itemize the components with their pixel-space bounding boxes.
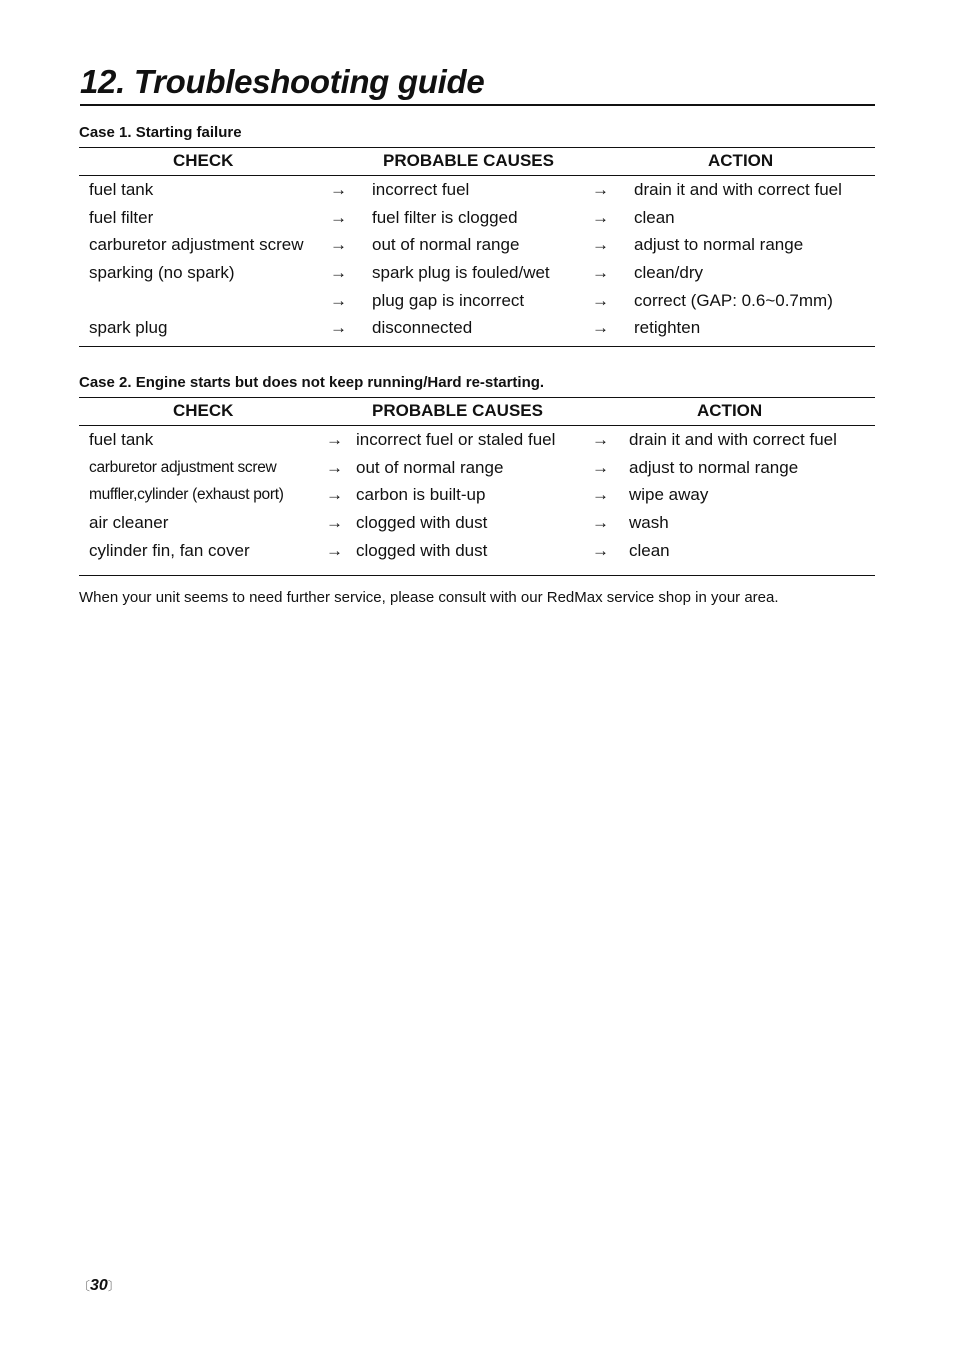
arrow-icon: → <box>326 540 343 560</box>
check-cell: fuel tank <box>89 430 154 449</box>
arrow-icon: → <box>330 290 347 310</box>
causes-header: PROBABLE CAUSES <box>372 401 543 420</box>
table-row <box>79 176 875 204</box>
table-row <box>79 426 875 454</box>
arrow-icon: → <box>326 430 343 449</box>
check-cell: carburetor adjustment screw <box>89 458 277 476</box>
arrow-icon: → <box>326 485 343 505</box>
action-cell: adjust to normal range <box>629 457 799 477</box>
case2-heading: Case 2. Engine starts but does not keep running/Hard re-starting. <box>79 374 545 391</box>
case1-header-row <box>79 147 875 176</box>
table-row <box>79 204 875 232</box>
arrow-icon: → <box>592 513 609 533</box>
arrow-icon: → <box>330 318 347 338</box>
case1-heading: Case 1. Starting failure <box>79 124 242 141</box>
page-title: 12. Troubleshooting guide <box>80 62 875 106</box>
cause-cell: incorrect fuel or staled fuel <box>356 430 556 449</box>
arrow-icon: → <box>330 207 347 227</box>
action-cell: adjust to normal range <box>634 235 804 255</box>
table-row <box>79 481 875 509</box>
check-cell: muffler,cylinder (exhaust port) <box>89 486 284 504</box>
action-cell: wash <box>629 513 669 533</box>
arrow-icon: → <box>592 540 609 560</box>
check-cell: air cleaner <box>89 513 169 533</box>
check-cell: spark plug <box>89 318 168 338</box>
cause-cell: carbon is built-up <box>356 485 486 505</box>
case1-table <box>79 147 875 347</box>
action-cell: clean <box>634 207 675 227</box>
causes-header: PROBABLE CAUSES <box>383 151 554 170</box>
right-bracket: 〕 <box>107 1279 120 1293</box>
check-cell: sparking (no spark) <box>89 263 235 283</box>
action-cell: correct (GAP: 0.6~0.7mm) <box>634 290 833 310</box>
arrow-icon: → <box>592 263 609 283</box>
cause-cell: out of normal range <box>372 235 520 255</box>
arrow-icon: → <box>592 207 609 227</box>
arrow-icon: → <box>330 180 347 199</box>
check-cell: fuel filter <box>89 207 154 227</box>
cause-cell: clogged with dust <box>356 540 488 560</box>
cause-cell: out of normal range <box>356 457 504 477</box>
arrow-icon: → <box>326 513 343 533</box>
cause-cell: incorrect fuel <box>372 180 470 199</box>
arrow-icon: → <box>592 485 609 505</box>
cause-cell: fuel filter is clogged <box>372 207 518 227</box>
arrow-icon: → <box>592 430 609 449</box>
action-header: ACTION <box>708 151 774 170</box>
arrow-icon: → <box>592 457 609 477</box>
check-header: CHECK <box>173 401 234 420</box>
page-number <box>78 1277 120 1295</box>
action-cell: retighten <box>634 318 701 338</box>
case2-header-row <box>79 397 875 426</box>
arrow-icon: → <box>592 318 609 338</box>
service-note: When your unit seems to need further service, please consult with our RedMax service shop in your area. <box>79 589 779 606</box>
table-row <box>79 314 875 342</box>
action-cell: drain it and with correct fuel <box>629 430 837 449</box>
action-header: ACTION <box>697 401 763 420</box>
action-cell: drain it and with correct fuel <box>634 180 842 199</box>
arrow-icon: → <box>592 180 609 199</box>
case2-body <box>79 426 875 576</box>
page-number-value: 30 <box>90 1277 108 1294</box>
table-row <box>79 537 875 565</box>
cause-cell: plug gap is incorrect <box>372 290 525 310</box>
check-cell: cylinder fin, fan cover <box>89 540 250 560</box>
cause-cell: clogged with dust <box>356 513 488 533</box>
arrow-icon: → <box>330 235 347 255</box>
case1-body <box>79 176 875 347</box>
check-cell: fuel tank <box>89 180 154 199</box>
check-cell: carburetor adjustment screw <box>89 235 304 255</box>
cause-cell: spark plug is fouled/wet <box>372 263 550 283</box>
table-row <box>79 259 875 287</box>
action-cell: clean/dry <box>634 263 703 283</box>
arrow-icon: → <box>330 263 347 283</box>
action-cell: wipe away <box>629 485 709 505</box>
table-row <box>79 287 875 315</box>
table-row <box>79 509 875 537</box>
action-cell: clean <box>629 540 670 560</box>
check-header: CHECK <box>173 151 234 170</box>
cause-cell: disconnected <box>372 318 473 338</box>
arrow-icon: → <box>326 457 343 477</box>
arrow-icon: → <box>592 290 609 310</box>
arrow-icon: → <box>592 235 609 255</box>
left-bracket: 〔 <box>78 1279 91 1293</box>
table-row <box>79 454 875 482</box>
case2-table <box>79 397 875 576</box>
table-row <box>79 231 875 259</box>
